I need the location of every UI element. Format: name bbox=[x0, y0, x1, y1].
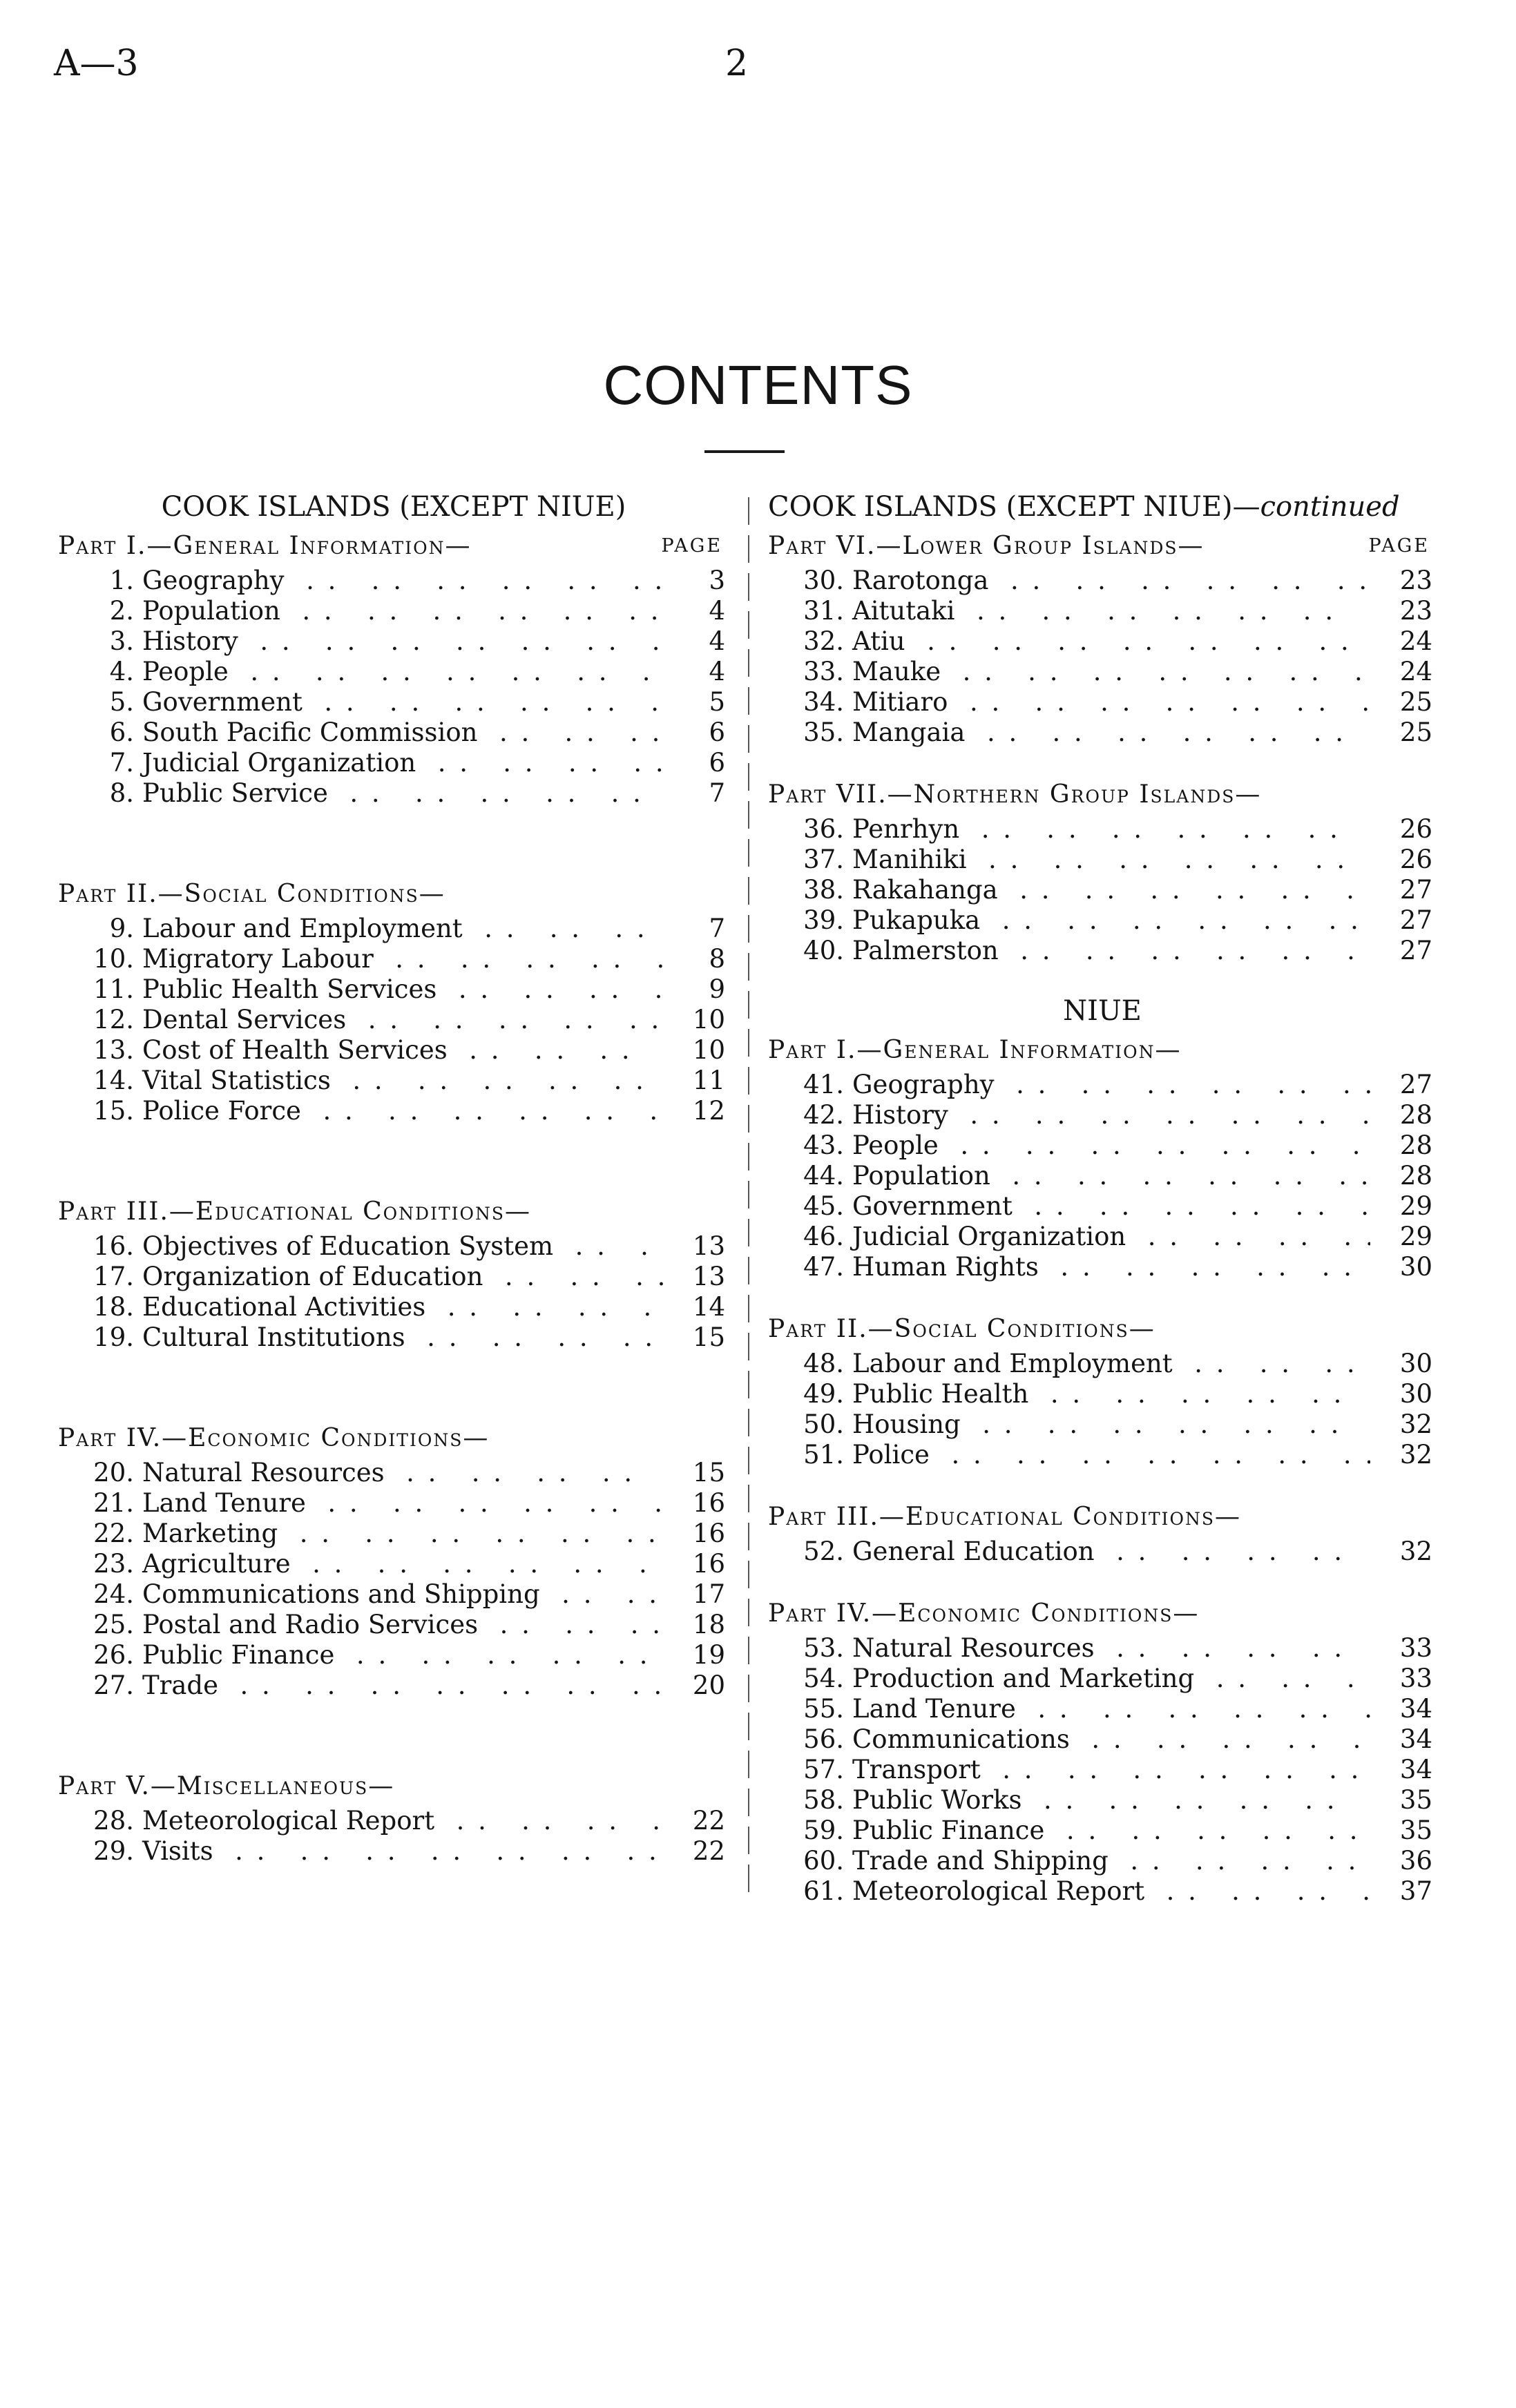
part-heading bbox=[768, 776, 1437, 814]
entry-page: 35 bbox=[1399, 1815, 1432, 1845]
toc-entry bbox=[58, 974, 729, 1005]
entry-title: Production and Marketing . . bbox=[844, 1664, 1370, 1694]
part-heading bbox=[768, 1595, 1437, 1633]
entry-list bbox=[58, 1231, 729, 1353]
entry-page: 5 bbox=[709, 687, 725, 717]
entry-title: Population . . bbox=[844, 1161, 1370, 1191]
entry-number: 2. bbox=[109, 596, 134, 626]
entry-number: 57. bbox=[803, 1755, 844, 1784]
toc-entry bbox=[768, 1161, 1437, 1191]
part-heading bbox=[58, 1767, 729, 1806]
part-heading bbox=[58, 1419, 729, 1458]
entry-page: 28 bbox=[1399, 1161, 1432, 1191]
page-column-label: PAGE bbox=[1368, 535, 1430, 557]
entry-number: 32. bbox=[803, 626, 844, 656]
entry-title: Palmerston . . bbox=[844, 936, 1370, 966]
document-reference: A—3 bbox=[54, 43, 139, 84]
entry-number: 12. bbox=[93, 1005, 134, 1034]
toc-entry bbox=[58, 1005, 729, 1035]
toc-entry bbox=[768, 814, 1437, 845]
toc-entry bbox=[58, 1806, 729, 1836]
entry-list bbox=[768, 566, 1437, 748]
entry-page: 10 bbox=[692, 1005, 725, 1034]
part-label: Part VII.—Northern Group Islands— bbox=[768, 780, 1262, 809]
entry-title: Manihiki . . bbox=[844, 845, 1370, 875]
part-heading bbox=[768, 1031, 1437, 1070]
toc-entry bbox=[768, 1664, 1437, 1694]
continued-label: continued bbox=[1260, 491, 1400, 523]
entry-title: Aitutaki . . bbox=[844, 596, 1370, 626]
toc-entry bbox=[768, 1440, 1437, 1470]
entry-number: 22. bbox=[93, 1519, 134, 1548]
entry-page: 29 bbox=[1399, 1222, 1432, 1251]
section-heading-continued bbox=[768, 487, 1437, 527]
entry-page: 6 bbox=[709, 748, 725, 778]
entry-page: 33 bbox=[1399, 1664, 1432, 1693]
entry-title: Meteorological Report . . bbox=[134, 1806, 663, 1836]
entry-number: 52. bbox=[803, 1537, 844, 1566]
entry-title: Mangaia . . bbox=[844, 717, 1370, 748]
entry-title: Migratory Labour . . bbox=[134, 944, 663, 974]
entry-page: 7 bbox=[709, 914, 725, 943]
part-label: Part II.—Social Conditions— bbox=[768, 1315, 1155, 1343]
entry-title: Cost of Health Services . . bbox=[134, 1035, 663, 1066]
toc-entry bbox=[768, 875, 1437, 905]
toc-entry bbox=[58, 1292, 729, 1322]
entry-page: 32 bbox=[1399, 1409, 1432, 1439]
entry-number: 48. bbox=[803, 1349, 844, 1378]
entry-title: Atiu . . bbox=[844, 626, 1370, 657]
toc-entry bbox=[58, 1262, 729, 1292]
entry-number: 18. bbox=[93, 1292, 134, 1322]
entry-page: 9 bbox=[709, 974, 725, 1004]
entry-page: 32 bbox=[1399, 1440, 1432, 1470]
entry-number: 49. bbox=[803, 1379, 844, 1409]
entry-page: 27 bbox=[1399, 936, 1432, 965]
part-label: Part II.—Social Conditions— bbox=[58, 880, 445, 908]
entry-title: Public Health Services . . bbox=[134, 974, 663, 1005]
entry-page: 24 bbox=[1399, 657, 1432, 686]
part-label: Part V.—Miscellaneous— bbox=[58, 1772, 395, 1800]
entry-page: 28 bbox=[1399, 1130, 1432, 1160]
entry-number: 39. bbox=[803, 905, 844, 935]
part-label: Part IV.—Economic Conditions— bbox=[768, 1599, 1200, 1628]
entry-number: 5. bbox=[109, 687, 134, 717]
part-label: Part I.—General Information— bbox=[58, 532, 472, 560]
entry-page: 23 bbox=[1399, 596, 1432, 626]
entry-title: Population . . bbox=[134, 596, 663, 626]
entry-number: 16. bbox=[93, 1231, 134, 1261]
entry-number: 34. bbox=[803, 687, 844, 717]
entry-title: Geography . . bbox=[134, 566, 663, 596]
entry-page: 18 bbox=[692, 1610, 725, 1639]
entry-title: Communications . . bbox=[844, 1724, 1370, 1755]
entry-number: 44. bbox=[803, 1161, 844, 1191]
entry-title: Natural Resources . . bbox=[134, 1458, 663, 1488]
toc-entry bbox=[768, 1815, 1437, 1846]
entry-title: Visits . . bbox=[134, 1836, 663, 1867]
entry-number: 8. bbox=[109, 778, 134, 808]
page-title: CONTENTS bbox=[603, 354, 913, 416]
part-label: Part IV.—Economic Conditions— bbox=[58, 1424, 490, 1452]
part-heading bbox=[58, 1193, 729, 1231]
entry-title: Housing . . bbox=[844, 1409, 1370, 1440]
entry-page: 16 bbox=[692, 1488, 725, 1518]
entry-title: Marketing . . bbox=[134, 1519, 663, 1549]
toc-entry bbox=[58, 1066, 729, 1096]
entry-page: 25 bbox=[1399, 687, 1432, 717]
entry-page: 24 bbox=[1399, 626, 1432, 656]
toc-entry bbox=[768, 1349, 1437, 1379]
entry-page: 7 bbox=[709, 778, 725, 808]
part-label: Part III.—Educational Conditions— bbox=[58, 1197, 531, 1226]
entry-page: 4 bbox=[709, 596, 725, 626]
entry-page: 13 bbox=[692, 1231, 725, 1261]
entry-number: 1. bbox=[109, 566, 134, 595]
toc-entry bbox=[58, 1579, 729, 1610]
entry-title: Trade and Shipping . . bbox=[844, 1846, 1370, 1876]
part-heading bbox=[768, 527, 1437, 566]
entry-number: 36. bbox=[803, 814, 844, 844]
entry-number: 14. bbox=[93, 1066, 134, 1095]
entry-page: 15 bbox=[692, 1458, 725, 1487]
entry-page: 6 bbox=[709, 717, 725, 747]
entry-page: 28 bbox=[1399, 1100, 1432, 1130]
entry-page: 27 bbox=[1399, 905, 1432, 935]
entry-title: Public Health . . bbox=[844, 1379, 1370, 1409]
entry-title: Meteorological Report . . bbox=[844, 1876, 1370, 1907]
entry-page: 12 bbox=[692, 1096, 725, 1126]
entry-number: 6. bbox=[109, 717, 134, 747]
toc-entry bbox=[58, 1549, 729, 1579]
entry-title: Trade . . bbox=[134, 1670, 663, 1701]
toc-entry bbox=[58, 596, 729, 626]
toc-entry bbox=[58, 566, 729, 596]
entry-number: 28. bbox=[93, 1806, 134, 1836]
entry-page: 20 bbox=[692, 1670, 725, 1700]
entry-number: 37. bbox=[803, 845, 844, 874]
toc-entry bbox=[58, 1519, 729, 1549]
entry-number: 9. bbox=[109, 914, 134, 943]
entry-page: 29 bbox=[1399, 1191, 1432, 1221]
entry-number: 4. bbox=[109, 657, 134, 686]
entry-number: 33. bbox=[803, 657, 844, 686]
toc-entry bbox=[768, 905, 1437, 936]
toc-entry bbox=[768, 1694, 1437, 1724]
toc-entry bbox=[58, 1035, 729, 1066]
column-divider bbox=[748, 497, 749, 1899]
entry-title: Objectives of Education System . . bbox=[134, 1231, 663, 1262]
entry-page: 16 bbox=[692, 1549, 725, 1579]
entry-number: 54. bbox=[803, 1664, 844, 1693]
toc-entry bbox=[768, 1070, 1437, 1100]
toc-entry bbox=[768, 1785, 1437, 1815]
part-heading bbox=[768, 1498, 1437, 1537]
entry-title: Dental Services . . bbox=[134, 1005, 663, 1035]
entry-list bbox=[58, 1458, 729, 1701]
page-number: 2 bbox=[725, 43, 749, 84]
entry-number: 45. bbox=[803, 1191, 844, 1221]
toc-entry bbox=[768, 596, 1437, 626]
part-label: Part VI.—Lower Group Islands— bbox=[768, 532, 1205, 560]
entry-number: 10. bbox=[93, 944, 134, 974]
entry-page: 13 bbox=[692, 1262, 725, 1291]
toc-entry bbox=[768, 1409, 1437, 1440]
entry-title: Public Finance . . bbox=[134, 1640, 663, 1670]
entry-number: 15. bbox=[93, 1096, 134, 1126]
toc-entry bbox=[58, 687, 729, 717]
toc-entry bbox=[58, 1458, 729, 1488]
entry-number: 50. bbox=[803, 1409, 844, 1439]
entry-number: 40. bbox=[803, 936, 844, 965]
entry-title: Judicial Organization . . bbox=[844, 1222, 1370, 1252]
toc-entry bbox=[768, 1876, 1437, 1907]
toc-entry bbox=[58, 914, 729, 944]
toc-entry bbox=[58, 944, 729, 974]
title-rule bbox=[704, 450, 785, 453]
toc-entry bbox=[768, 936, 1437, 966]
entry-title: Mitiaro . . bbox=[844, 687, 1370, 717]
part-heading bbox=[768, 1310, 1437, 1349]
entry-page: 35 bbox=[1399, 1785, 1432, 1815]
entry-page: 15 bbox=[692, 1322, 725, 1352]
entry-list bbox=[58, 566, 729, 809]
toc-entry bbox=[58, 778, 729, 809]
entry-title: Judicial Organization . . bbox=[134, 748, 663, 778]
heading-text: COOK ISLANDS (EXCEPT NIUE)— bbox=[768, 491, 1260, 523]
toc-entry bbox=[58, 1836, 729, 1867]
entry-page: 30 bbox=[1399, 1349, 1432, 1378]
entry-number: 7. bbox=[109, 748, 134, 778]
entry-list bbox=[768, 1349, 1437, 1470]
entry-number: 17. bbox=[93, 1262, 134, 1291]
entry-number: 41. bbox=[803, 1070, 844, 1099]
entry-number: 23. bbox=[93, 1549, 134, 1579]
toc-entry bbox=[58, 1670, 729, 1701]
entry-title: Organization of Education . . bbox=[134, 1262, 663, 1292]
entry-page: 16 bbox=[692, 1519, 725, 1548]
entry-number: 3. bbox=[109, 626, 134, 656]
entry-number: 26. bbox=[93, 1640, 134, 1670]
toc-entry bbox=[768, 687, 1437, 717]
entry-number: 30. bbox=[803, 566, 844, 595]
entry-page: 32 bbox=[1399, 1537, 1432, 1566]
section-heading: COOK ISLANDS (EXCEPT NIUE) bbox=[161, 491, 626, 523]
entry-title: Land Tenure . . bbox=[844, 1694, 1370, 1724]
entry-page: 30 bbox=[1399, 1379, 1432, 1409]
entry-page: 11 bbox=[692, 1066, 725, 1095]
entry-number: 27. bbox=[93, 1670, 134, 1700]
entry-title: South Pacific Commission . . bbox=[134, 717, 663, 748]
entry-title: History . . bbox=[134, 626, 663, 657]
entry-page: 37 bbox=[1399, 1876, 1432, 1906]
entry-title: Labour and Employment . . bbox=[844, 1349, 1370, 1379]
entry-page: 25 bbox=[1399, 717, 1432, 747]
entry-page: 22 bbox=[692, 1806, 725, 1836]
toc-entry bbox=[768, 1633, 1437, 1664]
entry-number: 20. bbox=[93, 1458, 134, 1487]
entry-number: 58. bbox=[803, 1785, 844, 1815]
toc-entry bbox=[768, 1100, 1437, 1130]
entry-number: 53. bbox=[803, 1633, 844, 1663]
entry-number: 29. bbox=[93, 1836, 134, 1866]
part-heading bbox=[58, 527, 729, 566]
toc-entry bbox=[768, 845, 1437, 875]
entry-page: 34 bbox=[1399, 1724, 1432, 1754]
entry-page: 4 bbox=[709, 657, 725, 686]
entry-title: Labour and Employment . . bbox=[134, 914, 663, 944]
entry-page: 34 bbox=[1399, 1755, 1432, 1784]
entry-page: 14 bbox=[692, 1292, 725, 1322]
entry-title: Public Works . . bbox=[844, 1785, 1370, 1815]
left-column bbox=[58, 487, 729, 1867]
toc-entry bbox=[58, 1322, 729, 1353]
entry-number: 42. bbox=[803, 1100, 844, 1130]
part-label: Part I.—General Information— bbox=[768, 1036, 1182, 1064]
entry-title: Transport . . bbox=[844, 1755, 1370, 1785]
toc-entry bbox=[58, 717, 729, 748]
entry-page: 22 bbox=[692, 1836, 725, 1866]
entry-title: Postal and Radio Services . . bbox=[134, 1610, 663, 1640]
entry-page: 19 bbox=[692, 1640, 725, 1670]
entry-number: 56. bbox=[803, 1724, 844, 1754]
toc-entry bbox=[768, 626, 1437, 657]
toc-entry bbox=[768, 1755, 1437, 1785]
entry-title: Penrhyn . . bbox=[844, 814, 1370, 845]
toc-entry bbox=[58, 657, 729, 687]
entry-number: 25. bbox=[93, 1610, 134, 1639]
entry-title: Rakahanga . . bbox=[844, 875, 1370, 905]
entry-number: 11. bbox=[93, 974, 134, 1004]
entry-page: 10 bbox=[692, 1035, 725, 1065]
entry-list bbox=[58, 1806, 729, 1867]
toc-entry bbox=[768, 1846, 1437, 1876]
entry-number: 46. bbox=[803, 1222, 844, 1251]
entry-page: 36 bbox=[1399, 1846, 1432, 1876]
entry-title: Pukapuka . . bbox=[844, 905, 1370, 936]
toc-entry bbox=[768, 1379, 1437, 1409]
entry-number: 21. bbox=[93, 1488, 134, 1518]
entry-page: 4 bbox=[709, 626, 725, 656]
niue-heading: NIUE bbox=[1063, 995, 1142, 1027]
toc-entry bbox=[58, 626, 729, 657]
toc-entry bbox=[768, 1222, 1437, 1252]
entry-number: 31. bbox=[803, 596, 844, 626]
entry-number: 55. bbox=[803, 1694, 844, 1724]
entry-list bbox=[768, 1633, 1437, 1907]
toc-entry bbox=[768, 717, 1437, 748]
toc-entry bbox=[58, 1231, 729, 1262]
entry-title: Government . . bbox=[844, 1191, 1370, 1222]
entry-number: 51. bbox=[803, 1440, 844, 1470]
entry-number: 60. bbox=[803, 1846, 844, 1876]
entry-page: 8 bbox=[709, 944, 725, 974]
entry-title: Natural Resources . . bbox=[844, 1633, 1370, 1664]
part-label: Part III.—Educational Conditions— bbox=[768, 1503, 1241, 1531]
entry-number: 47. bbox=[803, 1252, 844, 1282]
entry-number: 38. bbox=[803, 875, 844, 905]
entry-page: 27 bbox=[1399, 1070, 1432, 1099]
entry-page: 26 bbox=[1399, 845, 1432, 874]
toc-entry bbox=[768, 1537, 1437, 1567]
part-heading bbox=[58, 875, 729, 914]
entry-page: 34 bbox=[1399, 1694, 1432, 1724]
entry-list bbox=[768, 814, 1437, 966]
entry-page: 33 bbox=[1399, 1633, 1432, 1663]
entry-page: 17 bbox=[692, 1579, 725, 1609]
entry-page: 23 bbox=[1399, 566, 1432, 595]
entry-page: 3 bbox=[709, 566, 725, 595]
page-column-label: PAGE bbox=[661, 535, 722, 557]
entry-number: 13. bbox=[93, 1035, 134, 1065]
entry-number: 24. bbox=[93, 1579, 134, 1609]
entry-title: Land Tenure . . bbox=[134, 1488, 663, 1519]
entry-title: People . . bbox=[844, 1130, 1370, 1161]
entry-list bbox=[768, 1070, 1437, 1282]
entry-page: 27 bbox=[1399, 875, 1432, 905]
toc-entry bbox=[768, 1130, 1437, 1161]
toc-entry bbox=[768, 1252, 1437, 1282]
entry-page: 26 bbox=[1399, 814, 1432, 844]
toc-entry bbox=[58, 1610, 729, 1640]
entry-page: 30 bbox=[1399, 1252, 1432, 1282]
entry-number: 19. bbox=[93, 1322, 134, 1352]
toc-entry bbox=[58, 1640, 729, 1670]
toc-entry bbox=[58, 1488, 729, 1519]
entry-number: 61. bbox=[803, 1876, 844, 1906]
toc-entry bbox=[768, 1191, 1437, 1222]
entry-number: 43. bbox=[803, 1130, 844, 1160]
entry-title: People . . bbox=[134, 657, 663, 687]
entry-title: Agriculture . . bbox=[134, 1549, 663, 1579]
entry-title: Mauke . . bbox=[844, 657, 1370, 687]
entry-title: Police . . bbox=[844, 1440, 1370, 1470]
entry-title: Public Service . . bbox=[134, 778, 663, 809]
toc-entry bbox=[58, 1096, 729, 1126]
toc-entry bbox=[768, 657, 1437, 687]
entry-title: Rarotonga . . bbox=[844, 566, 1370, 596]
right-column bbox=[768, 487, 1437, 1907]
entry-title: Communications and Shipping . . bbox=[134, 1579, 663, 1610]
toc-entry bbox=[58, 748, 729, 778]
entry-list bbox=[58, 914, 729, 1126]
entry-title: Geography . . bbox=[844, 1070, 1370, 1100]
entry-title: Educational Activities . . bbox=[134, 1292, 663, 1322]
entry-number: 59. bbox=[803, 1815, 844, 1845]
entry-title: Human Rights . . bbox=[844, 1252, 1370, 1282]
entry-title: Government . . bbox=[134, 687, 663, 717]
entry-title: Vital Statistics . . bbox=[134, 1066, 663, 1096]
entry-list bbox=[768, 1537, 1437, 1567]
entry-number: 35. bbox=[803, 717, 844, 747]
entry-title: History . . bbox=[844, 1100, 1370, 1130]
entry-title: Public Finance . . bbox=[844, 1815, 1370, 1846]
entry-title: Police Force . . bbox=[134, 1096, 663, 1126]
entry-title: Cultural Institutions . . bbox=[134, 1322, 663, 1353]
toc-entry bbox=[768, 1724, 1437, 1755]
entry-title: General Education . . bbox=[844, 1537, 1370, 1567]
toc-entry bbox=[768, 566, 1437, 596]
